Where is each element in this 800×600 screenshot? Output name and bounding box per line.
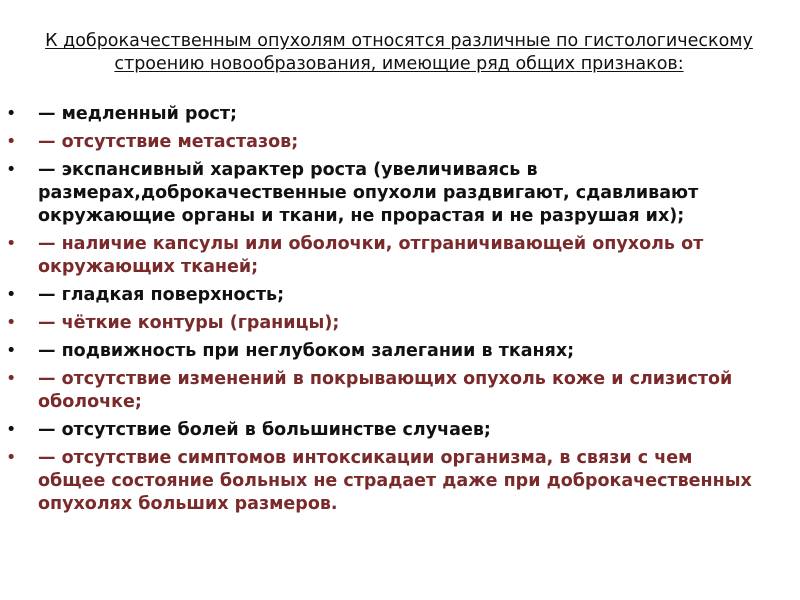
- list-item-text: — отсутствие болей в большинстве случаев;: [38, 420, 491, 440]
- list-item-text: — отсутствие симптомов интоксикации организма, в связи с чем общее состояние больных не страдает даже при доброкачественных опухолях больших размеров.: [38, 448, 752, 514]
- list-item-text: — гладкая поверхность;: [38, 285, 285, 305]
- list-item-expansive-growth: [0, 159, 760, 228]
- list-item-no-metastases: [0, 131, 760, 154]
- list-item-text: — отсутствие метастазов;: [38, 132, 299, 152]
- bullet-icon: •: [6, 160, 17, 180]
- list-item-smooth-surface: [0, 284, 760, 307]
- list-item-capsule: [0, 233, 760, 279]
- bullet-icon: •: [6, 420, 17, 440]
- list-item-text: — отсутствие изменений в покрывающих опухоль коже и слизистой оболочке;: [38, 369, 733, 412]
- list-item-no-skin-changes: [0, 368, 760, 414]
- bullet-icon: •: [6, 369, 17, 389]
- slide-heading: К доброкачественным опухолям относятся различные по гистологическому строению новообразования, имеющие ряд общих признаков:: [45, 31, 753, 74]
- bullet-icon: •: [6, 341, 17, 361]
- bullet-icon: •: [6, 285, 17, 305]
- bullet-icon: •: [6, 448, 17, 468]
- bullet-icon: •: [6, 313, 17, 333]
- bullet-icon: •: [6, 132, 17, 152]
- bullet-icon: •: [6, 234, 17, 254]
- list-item-text: — наличие капсулы или оболочки, отграничивающей опухоль от окружающих тканей;: [38, 234, 704, 277]
- list-item-text: — чёткие контуры (границы);: [38, 313, 340, 333]
- list-item-no-pain: [0, 419, 760, 442]
- list-item-mobility: [0, 340, 760, 363]
- list-item-no-intoxication: [0, 447, 760, 516]
- list-item-slow-growth: [0, 103, 760, 126]
- list-item-text: — медленный рост;: [38, 104, 238, 124]
- bullet-icon: •: [6, 104, 17, 124]
- list-item-text: — подвижность при неглубоком залегании в тканях;: [38, 341, 575, 361]
- features-list: [0, 103, 760, 521]
- list-item-text: — экспансивный характер роста (увеличиваясь в размерах,доброкачественные опухоли раздвигают, сдавливают окружающие органы и ткани, не прорастая и не разрушая их);: [38, 160, 699, 226]
- list-item-clear-contours: [0, 312, 760, 335]
